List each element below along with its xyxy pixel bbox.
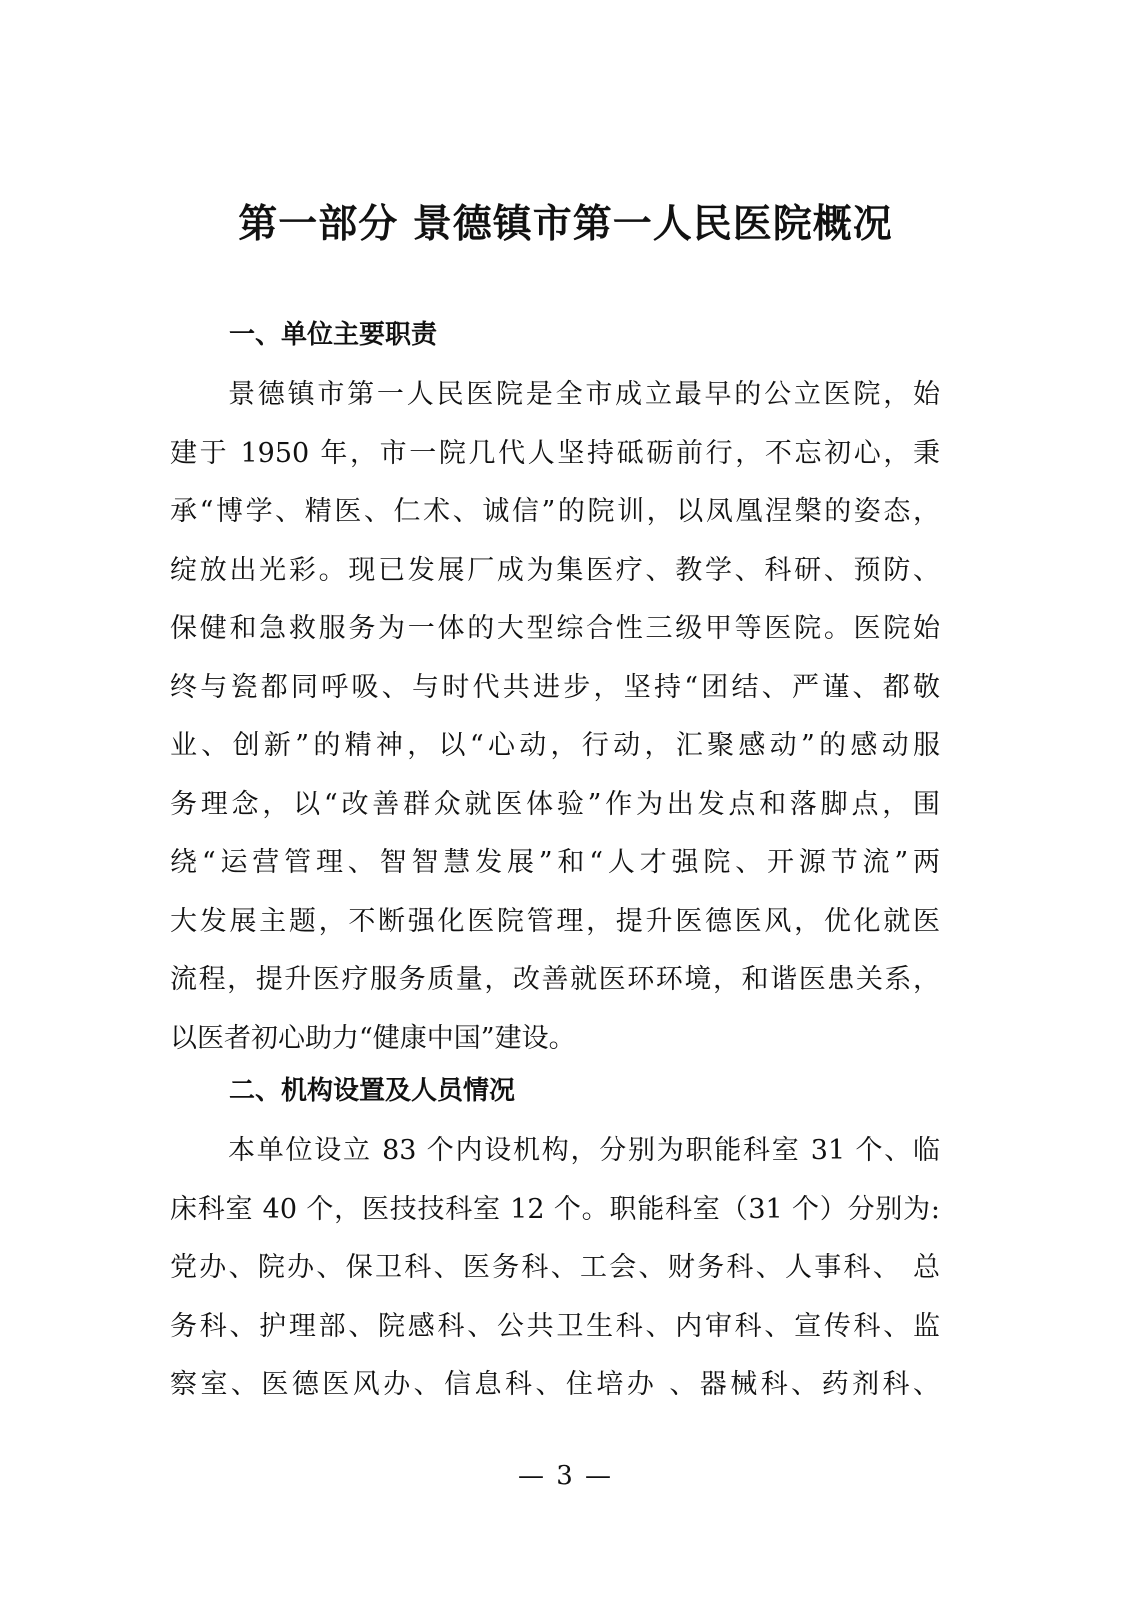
paragraph-duties — [170, 366, 940, 1068]
paragraph-line: 床科室 40 个，医技技科室 12 个。职能科室（31 个）分别为: — [170, 1193, 940, 1225]
paragraph-line: 察室、医德医风办、信息科、住培办 、器械科、药剂科、 — [170, 1369, 940, 1400]
paragraph-line: 建于 1950 年，市一院几代人坚持砥砺前行，不忘初心，秉 — [170, 437, 940, 469]
paragraph-line: 党办、院办、保卫科、医务科、工会、财务科、人事科、 总 — [170, 1252, 940, 1283]
paragraph-line: 本单位设立 83 个内设机构，分别为职能科室 31 个、临 — [228, 1135, 940, 1166]
paragraph-line: 务理念，以“改善群众就医体验”作为出发点和落脚点，围 — [170, 788, 940, 820]
paragraph-line: 绽放出光彩。现已发展厂成为集医疗、教学、科研、预防、 — [170, 554, 940, 586]
paragraph-line: 绕“运营管理、智智慧发展”和“人才强院、开源节流”两 — [170, 847, 940, 878]
paragraph-line: 保健和急救服务为一体的大型综合性三级甲等医院。医院始 — [170, 613, 940, 644]
page-number: — 3 — — [517, 1461, 614, 1491]
document-title: 第一部分 景德镇市第一人民医院概况 — [238, 201, 893, 247]
section-heading-organization: 二、机构设置及人员情况 — [229, 1076, 516, 1106]
paragraph-line: 业、创新”的精神，以“心动，行动，汇聚感动”的感动服 — [170, 730, 940, 761]
section-heading-duties: 一、单位主要职责 — [229, 320, 438, 350]
paragraph-line: 终与瓷都同呼吸、与时代共进步，坚持“团结、严谨、都敬 — [170, 671, 940, 703]
paragraph-line: 大发展主题，不断强化医院管理，提升医德医风，优化就医 — [170, 905, 940, 937]
paragraph-line: 务科、护理部、院感科、公共卫生科、内审科、宣传科、监 — [170, 1310, 940, 1342]
paragraph-line: 流程，提升医疗服务质量，改善就医环环境，和谐医患关系， — [170, 964, 940, 995]
paragraph-organization — [170, 1122, 940, 1415]
paragraph-line: 以医者初心助力“健康中国”建设。 — [170, 1022, 576, 1054]
paragraph-line: 景德镇市第一人民医院是全市成立最早的公立医院，始 — [228, 379, 940, 410]
paragraph-line: 承“博学、精医、仁术、诚信”的院训，以凤凰涅槃的姿态， — [170, 496, 940, 527]
